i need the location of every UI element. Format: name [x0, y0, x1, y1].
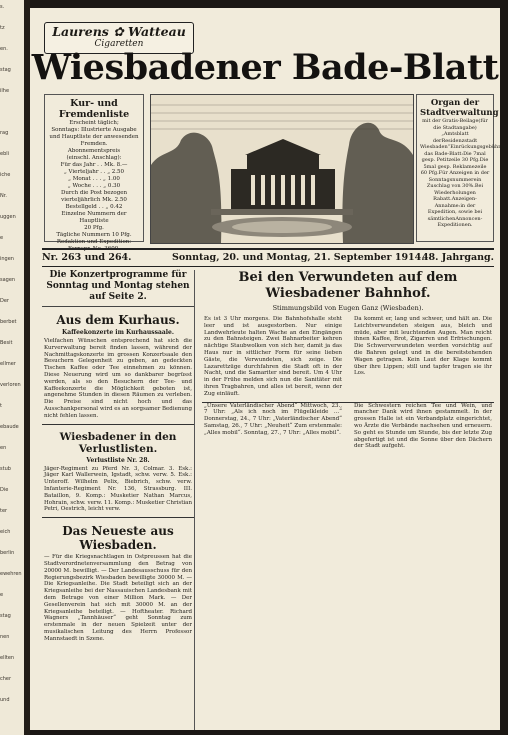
- concert-program-notice: Die Konzertprogramme für Sonntag und Montag stehen auf Seite 2.: [42, 270, 194, 307]
- advertising-rates: [420, 118, 508, 229]
- info-line: (für die Stadtangabe): [433, 118, 488, 131]
- info-line: „ Monat . . . „ 1.00: [68, 176, 120, 182]
- spine-fragment: nen: [0, 634, 10, 640]
- main-article-col-1: Es ist 3 Uhr morgens. Die Bahnhofshalle steht leer und ist ausgestorben. Nur einige Landwehrleute halten Wache an den Eingängen zu den Bahnsteigen. Zwei Bahnarbeiter kehren nächtige Staubwolken von sich her, damit ja das Haus nur in sittlicher Form für seine lieben Gäste, die Verwundeten, sich zeige. Die Lazarettzüge durchfahren die Stadt oft in der Nacht, und die Samariter sind bereit. Um 4 Uhr in der Frühe melden sich nun die Sanitäter mit ihren Tragbahren, und alles ist bereit, wenn der Zug einläuft.: [204, 316, 342, 397]
- spine-fragment: ter: [0, 508, 8, 514]
- newspaper-masthead: Wiesbadener Bade-Blatt: [31, 47, 499, 88]
- spine-fragment: rag: [0, 130, 9, 136]
- spine-fragment: eich: [0, 529, 11, 535]
- kurhaus-heading: Aus dem Kurhaus.: [56, 313, 180, 327]
- spine-fragment: en.: [0, 46, 8, 52]
- volume-year: 48. Jahrgang.: [421, 252, 494, 263]
- info-line: ein Zuschlag von 30%.: [426, 176, 482, 189]
- info-line: Redaktion und Expedition:: [56, 239, 132, 245]
- info-line: vierteljährlich Mk. 2.50: [61, 197, 127, 203]
- info-line: für das Bade-Blatt:: [424, 144, 508, 157]
- spine-fragment: berlin: [0, 550, 15, 556]
- spine-fragment: und: [0, 697, 10, 703]
- info-line: Anzeigen-Annahme:: [434, 196, 477, 209]
- main-column: [202, 270, 494, 730]
- info-line: Für das Jahr . . Mk. 8.—: [60, 162, 128, 168]
- subscription-details: [48, 120, 140, 253]
- info-line: Sonntags: Illustrierte Ausgabe: [51, 127, 137, 133]
- subscription-box: [44, 94, 144, 252]
- spine-fragment: tz: [0, 25, 5, 31]
- spine-fragment: Die: [0, 487, 9, 493]
- spine-fragment: cher: [0, 676, 12, 682]
- spine-fragment: Besit: [0, 340, 13, 346]
- spine-fragment: stag: [0, 613, 11, 619]
- info-line: Fremden.: [80, 141, 108, 147]
- spine-fragment: ellmer: [0, 361, 16, 367]
- info-line: „Amtsblatt der: [432, 131, 469, 144]
- info-line: Durch die Post bezogen: [60, 190, 128, 196]
- spine-fragment: ebaude: [0, 424, 19, 430]
- kurhaus-article: Vielfachen Wünschen entsprechend hat sich die Kurverwaltung bereit finden lassen, während der Nachmittagskonzerte im grossen Konzertsaale den Besuchern Gelegenheit zu geben, an gedeckten Tischen Kaffee oder Tee einnehmen zu können. Diese Neuerung wird um so dankbarer begrüsst werden, als so den Besuchern der Tee- und Kaffeekonzerte die Möglichkeit geboten ist, angenehme Stunden in diesen Räumen zu verleben. Die Preise sind nicht hoch und das Ausschankpersonal wird es an sorgsamer Bedienung nicht fehlen lassen.: [44, 338, 192, 419]
- info-line: Die 5mal gesp. Reklamezeile 60 Pfg.: [420, 157, 489, 176]
- info-line: Residenzstadt Wiesbaden“: [420, 137, 478, 150]
- spine-fragment: ebli: [0, 151, 10, 157]
- issue-number: Nr. 263 und 264.: [42, 252, 132, 263]
- spine-fragment: sagen: [0, 277, 16, 283]
- info-line: Einzelne Nummern der Hauptliste: [61, 211, 127, 224]
- local-news-text: — Für die Kriegsnachtlagen in Ostpreussen hat die Stadtverordnetenversammlung den Betrag von 20000 M. bewilligt. — Der Landesausschuss für den Regierungsbezirk Wiesbaden bewilligte 30000 M. — Die Kriegsanleihe. Die Stadt beteiligt sich an der Kriegsanleihe bei der Nassauischen Landesbank mit dem Betrage von einer Million Mark. — Der Gesellenverein hat sich mit 30000 M. an der Kriegsanleihe beteiligt. — Hoftheater. Richard Wagners „Tannhäuser“ geht Sonntag zum erstenmale in der neuen Spielzeit unter der musikalischen Leitung des Herrn Professor Mannstaedt in Szene.: [44, 554, 192, 642]
- issue-date: Sonntag, 20. und Montag, 21. September 1914.: [172, 252, 425, 263]
- main-article-col-3: Die Schwestern reichen Tee und Wein, und mancher Dank wird ihnen gestammelt. In der grossen Halle ist ein Verbandplatz eingerichtet, wo Ärzte die Verbände nachsehen und erneuern. So geht es Stunde um Stunde, bis der letzte Zug abgefertigt ist und die Sonne über den Dächern der Stadt aufgeht.: [354, 402, 492, 450]
- spine-fragment: s.: [0, 4, 5, 10]
- casualty-list-number: Verlustliste Nr. 28.: [86, 456, 150, 464]
- spine-fragment: stag: [0, 67, 11, 73]
- spine-fragment: e: [0, 592, 4, 598]
- issue-date-bar: [42, 248, 494, 267]
- spine-fragment: ewehren: [0, 571, 22, 577]
- kurhaus-illustration: [150, 94, 414, 244]
- spine-fragment: iche: [0, 172, 11, 178]
- kurhaus-engraving: [151, 95, 413, 243]
- spine-fragment: stub: [0, 466, 11, 472]
- info-line: Für Anzeigen in der Sonntagsnummer: [428, 170, 490, 183]
- info-line: Bei Wiederholungen Rabatt.: [433, 183, 484, 202]
- spine-fragment: uggen: [0, 214, 16, 220]
- advert-brand-2: Watteau: [128, 24, 186, 39]
- advert-brand: Laurens: [52, 24, 109, 39]
- municipal-organ-heading: Organ der Stadtverwaltung: [420, 98, 499, 118]
- newspaper-page: [30, 8, 508, 730]
- info-line: Bestellgeld . . „ 0.42: [65, 204, 123, 210]
- info-line: (einschl. Anschlag):: [66, 155, 122, 161]
- kurhaus-subheading: Kaffeekonzerte im Kurhaussaale.: [62, 329, 174, 336]
- cigarette-advert: Laurens ✿ Watteau Cigaretten: [44, 22, 194, 54]
- main-article-lower: [202, 403, 494, 451]
- spine-fragment: Nr.: [0, 193, 7, 199]
- left-column: [42, 270, 195, 730]
- info-line: Annoncen-Expeditionen.: [437, 215, 483, 228]
- main-byline: Stimmungsbild von Eugen Ganz (Wiesbaden).: [272, 304, 424, 312]
- spine-fragment: ingen: [0, 256, 14, 262]
- spine-fragment: berbet: [0, 319, 17, 325]
- advert-product: Cigaretten: [94, 39, 144, 49]
- municipal-organ-box: [416, 94, 508, 242]
- info-line: Einrückungsgebühr: [450, 144, 501, 150]
- spine-fragment: t: [0, 403, 2, 409]
- spine-fragment: Der: [0, 298, 9, 304]
- subscription-heading: Kur- und Fremdenliste: [58, 98, 130, 120]
- spine-fragment: en: [0, 445, 7, 451]
- info-line: Erscheint täglich;: [69, 120, 119, 126]
- info-line: 20 Pfg.: [84, 225, 104, 231]
- theater-notice: „Unsere Vaterländischer Abend“ Mittwoch, 23., 7 Uhr: „Als ich noch im Flügelkleide ...“ Donnerstag, 24., 7 Uhr: „Vaterländischer Abend“ Samstag, 26., 7 Uhr: „Neuheit“ Zum erstenmale: „Alles mobil“. Sonntag, 27., 7 Uhr: „Alles mobil“.: [204, 402, 342, 436]
- info-line: „ Vierteljahr . . „ 2.50: [63, 169, 125, 175]
- adjacent-page-spine: [0, 0, 30, 735]
- main-article-col-2: Da kommt er, lang und schwer, und hält an. Die Leichtverwundeten steigen aus, bleich und müde, aber mit leuchtenden Augen. Man reicht ihnen Kaffee, Brot, Zigarren und Erfrischungen. Die Schwerverwundeten werden vorsichtig auf die Bahren gelegt und in die bereitstehenden Wagen getragen. Kein Laut der Klage kommt über ihre Lippen; still und tapfer tragen sie ihr Los.: [354, 316, 492, 377]
- spine-fragment: ellten: [0, 655, 15, 661]
- main-article-columns: [202, 316, 494, 398]
- casualty-list-heading: Wiesbadener in den Verlustlisten.: [59, 430, 177, 455]
- info-line: Fernspr. No. 3600.: [67, 246, 121, 252]
- info-line: mit der Gratis-Beilage: [422, 118, 479, 124]
- main-headline: Bei den Verwundeten auf dem Wiesbadener Bahnhof.: [238, 270, 458, 301]
- info-line: und Hauptliste der anwesenden: [49, 134, 139, 140]
- spine-fragment: verloren: [0, 382, 21, 388]
- info-line: „ Woche . . . „ 0.30: [67, 183, 121, 189]
- casualty-list-text: Jäger-Regiment zu Pferd Nr. 3, Colmar. 3. Esk.: Jäger Karl Wallerwein, Igstadt, schw. verw. 5. Esk.: Unteroff. Wilhelm Pelix, Biebrich, schw. verw. Infanterie-Regiment Nr. 136, Strassburg. III. Bataillon, 9. Komp.: Musketier Nathan Marcus, Hohrain, schw. verw. 11. Komp.: Musketier Christian Petri, Oestrich, leicht verw.: [44, 465, 192, 513]
- info-line: in der Expedition, sowie bei sämtlichen: [427, 202, 483, 222]
- info-line: Die 7mal gesp. Petitzeile 30 Pfg.: [421, 150, 486, 163]
- info-line: Tägliche Nummern 10 Pfg.: [56, 232, 132, 238]
- info-line: Abonnementspreis: [67, 148, 121, 154]
- spine-fragment: ilhe: [0, 88, 10, 94]
- spine-fragment: e: [0, 235, 4, 241]
- local-news-heading: Das Neueste aus Wiesbaden.: [62, 524, 174, 553]
